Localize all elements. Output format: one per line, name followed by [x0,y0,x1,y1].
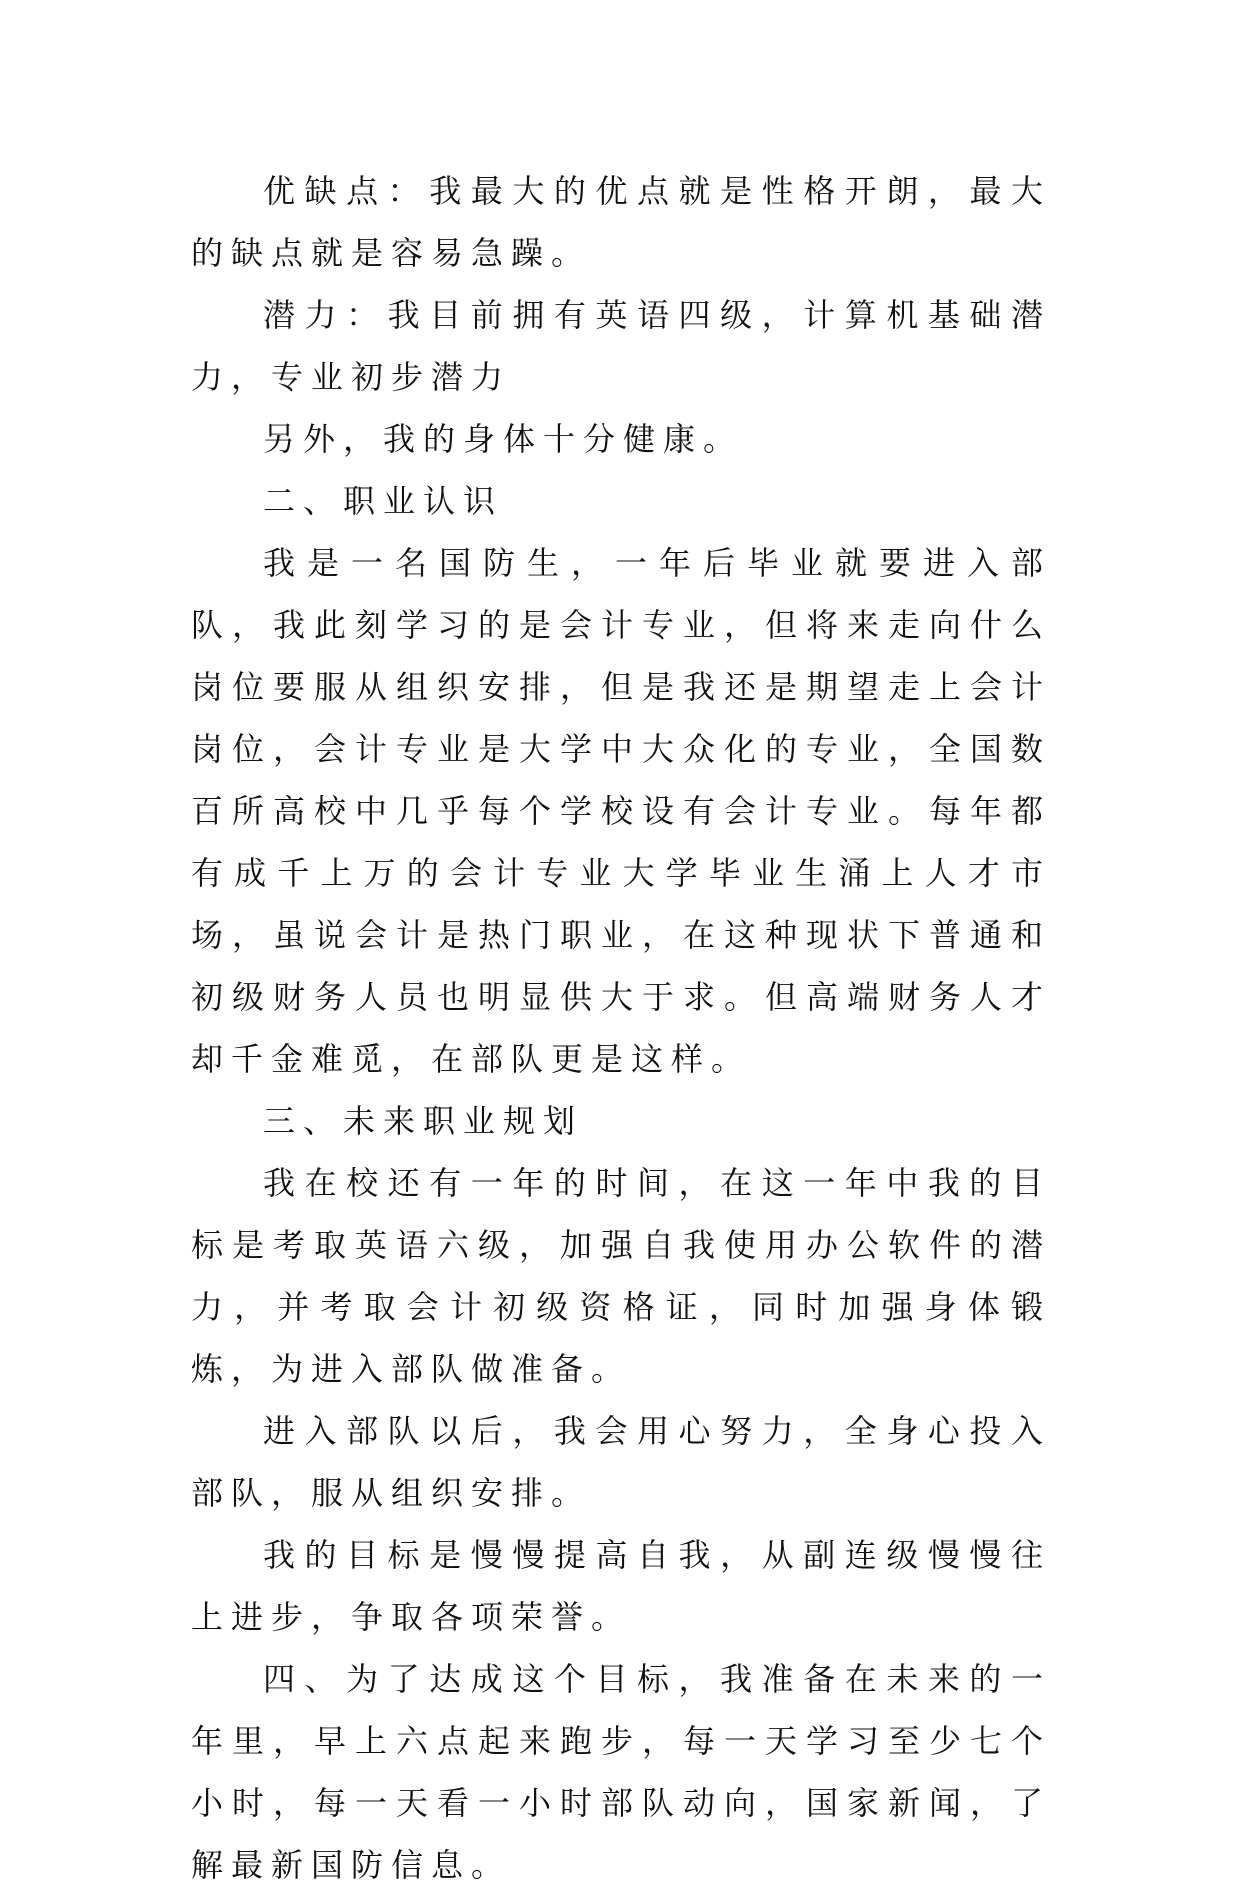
paragraph-action-plan: 四、为了达成这个目标，我准备在未来的一年里，早上六点起来跑步，每一天学习至少七个小时，每一天看一小时部队动向，国家新闻，了解最新国防信息。 [191,1660,1051,1884]
document-body [191,160,1051,1896]
paragraph-school-goals: 我在校还有一年的时间，在这一年中我的目标是考取英语六级，加强自我使用办公软件的潜力，并考取会计初级资格证，同时加强身体锻炼，为进入部队做准备。 [191,1164,1051,1388]
paragraph-career-awareness: 我是一名国防生，一年后毕业就要进入部队，我此刻学习的是会计专业，但将来走向什么岗位要服从组织安排，但是我还是期望走上会计岗位，会计专业是大学中大众化的专业，全国数百所高校中几乎每个学校设有会计专业。每年都有成千上万的会计专业大学毕业生涌上人才市场，虽说会计是热门职业，在这种现状下普通和初级财务人员也明显供大于求。但高端财务人才却千金难觅，在部队更是这样。 [191,544,1051,1078]
section-heading-future-plan: 三、未来职业规划 [263,1102,584,1140]
paragraph-after-enlisting: 进入部队以后，我会用心努力，全身心投入部队，服从组织安排。 [191,1412,1051,1512]
paragraph-long-term-goal: 我的目标是慢慢提高自我，从副连级慢慢往上进步，争取各项荣誉。 [191,1536,1051,1636]
paragraph-strengths-weaknesses: 优缺点：我最大的优点就是性格开朗，最大的缺点就是容易急躁。 [191,172,1051,272]
paragraph-potential: 潜力：我目前拥有英语四级，计算机基础潜力，专业初步潜力 [191,296,1051,396]
section-heading-career-awareness: 二、职业认识 [263,482,504,520]
paragraph-health: 另外，我的身体十分健康。 [263,420,744,458]
